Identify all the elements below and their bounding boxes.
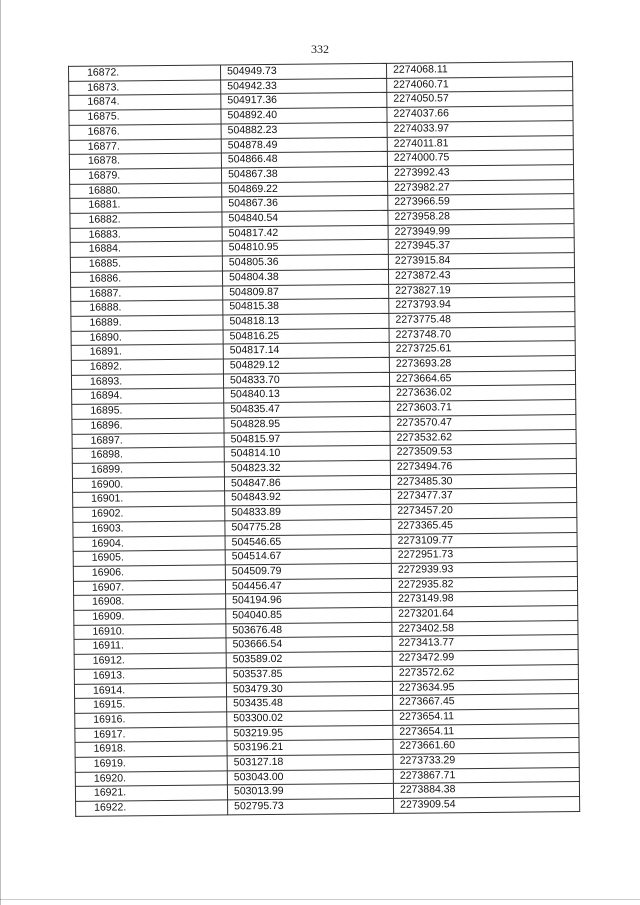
y-coordinate-cell: 2273572.62	[392, 664, 578, 680]
y-coordinate-cell: 2273775.48	[389, 312, 575, 328]
y-coordinate-cell: 2274068.11	[386, 62, 572, 78]
y-coordinate-cell: 2273966.59	[388, 194, 574, 210]
y-coordinate-cell: 2273664.65	[389, 370, 575, 386]
point-number-cell: 16887.	[71, 285, 223, 301]
point-number-cell: 16908.	[74, 594, 226, 610]
x-coordinate-cell: 504775.28	[225, 519, 391, 535]
x-coordinate-cell: 504194.96	[226, 593, 392, 609]
coordinates-table-body	[69, 62, 580, 817]
y-coordinate-cell: 2274000.75	[387, 150, 573, 166]
point-number-cell: 16909.	[74, 609, 226, 625]
point-number-cell: 16891.	[71, 344, 223, 360]
y-coordinate-cell: 2273793.94	[389, 297, 575, 313]
page-number: 332	[311, 42, 329, 56]
point-number-cell: 16906.	[73, 565, 225, 581]
point-number-cell: 16899.	[72, 462, 224, 478]
x-coordinate-cell: 504456.47	[225, 578, 391, 594]
x-coordinate-cell: 504942.33	[221, 78, 387, 94]
x-coordinate-cell: 504917.36	[221, 93, 387, 109]
y-coordinate-cell: 2272939.93	[391, 561, 577, 577]
point-number-cell: 16896.	[72, 418, 224, 434]
y-coordinate-cell: 2273915.84	[388, 253, 574, 269]
point-number-cell: 16910.	[74, 624, 226, 640]
x-coordinate-cell: 504882.23	[221, 122, 387, 138]
y-coordinate-cell: 2273532.62	[390, 429, 576, 445]
y-coordinate-cell: 2273725.61	[389, 341, 575, 357]
x-coordinate-cell: 502795.73	[228, 798, 394, 814]
y-coordinate-cell: 2273884.38	[393, 782, 579, 798]
y-coordinate-cell: 2273872.43	[388, 267, 574, 283]
x-coordinate-cell: 504867.36	[222, 196, 388, 212]
y-coordinate-cell: 2272935.82	[391, 576, 577, 592]
scan-bottom-edge	[0, 899, 640, 900]
y-coordinate-cell: 2273457.20	[391, 503, 577, 519]
y-coordinate-cell: 2273945.37	[388, 238, 574, 254]
y-coordinate-cell: 2274037.66	[387, 106, 573, 122]
point-number-cell: 16903.	[73, 521, 225, 537]
y-coordinate-cell: 2273827.19	[389, 282, 575, 298]
y-coordinate-cell: 2273748.70	[389, 326, 575, 342]
point-number-cell: 16918.	[75, 741, 227, 757]
x-coordinate-cell: 504835.47	[224, 402, 390, 418]
point-number-cell: 16904.	[73, 535, 225, 551]
y-coordinate-cell: 2274050.57	[387, 91, 573, 107]
point-number-cell: 16888.	[71, 300, 223, 316]
y-coordinate-cell: 2273365.45	[391, 517, 577, 533]
point-number-cell: 16893.	[71, 374, 223, 390]
x-coordinate-cell: 504823.32	[224, 460, 390, 476]
y-coordinate-cell: 2273149.98	[392, 591, 578, 607]
point-number-cell: 16881.	[70, 197, 222, 213]
x-coordinate-cell: 504878.49	[221, 137, 387, 153]
point-number-cell: 16886.	[70, 271, 222, 287]
point-number-cell: 16897.	[72, 433, 224, 449]
x-coordinate-cell: 504815.97	[224, 431, 390, 447]
x-coordinate-cell: 503537.85	[226, 666, 392, 682]
point-number-cell: 16919.	[75, 756, 227, 772]
x-coordinate-cell: 504514.67	[225, 549, 391, 565]
x-coordinate-cell: 503013.99	[227, 784, 393, 800]
y-coordinate-cell: 2272951.73	[391, 547, 577, 563]
x-coordinate-cell: 504833.70	[223, 372, 389, 388]
point-number-cell: 16877.	[69, 138, 221, 154]
y-coordinate-cell: 2273485.30	[390, 473, 576, 489]
y-coordinate-cell: 2273472.99	[392, 650, 578, 666]
point-number-cell: 16884.	[70, 241, 222, 257]
x-coordinate-cell: 504840.54	[222, 210, 388, 226]
y-coordinate-cell: 2273667.45	[393, 694, 579, 710]
x-coordinate-cell: 504829.12	[223, 357, 389, 373]
point-number-cell: 16876.	[69, 124, 221, 140]
x-coordinate-cell: 504840.13	[224, 387, 390, 403]
y-coordinate-cell: 2273982.27	[388, 179, 574, 195]
point-number-cell: 16907.	[73, 580, 225, 596]
point-number-cell: 16878.	[69, 153, 221, 169]
y-coordinate-cell: 2273477.37	[391, 488, 577, 504]
y-coordinate-cell: 2273992.43	[387, 164, 573, 180]
point-number-cell: 16901.	[73, 491, 225, 507]
point-number-cell: 16916.	[75, 712, 227, 728]
point-number-cell: 16875.	[69, 109, 221, 125]
x-coordinate-cell: 503666.54	[226, 637, 392, 653]
point-number-cell: 16894.	[72, 388, 224, 404]
y-coordinate-cell: 2273201.64	[392, 606, 578, 622]
x-coordinate-cell: 504809.87	[223, 284, 389, 300]
point-number-cell: 16873.	[69, 80, 221, 96]
point-number-cell: 16880.	[70, 183, 222, 199]
x-coordinate-cell: 504817.14	[223, 343, 389, 359]
x-coordinate-cell: 504805.36	[222, 254, 388, 270]
scan-left-edge	[0, 0, 1, 905]
y-coordinate-cell: 2273109.77	[391, 532, 577, 548]
y-coordinate-cell: 2273693.28	[389, 356, 575, 372]
x-coordinate-cell: 504040.85	[226, 607, 392, 623]
point-number-cell: 16872.	[69, 65, 221, 81]
x-coordinate-cell: 504866.48	[221, 152, 387, 168]
x-coordinate-cell: 504892.40	[221, 107, 387, 123]
point-number-cell: 16913.	[74, 668, 226, 684]
point-number-cell: 16889.	[71, 315, 223, 331]
x-coordinate-cell: 503479.30	[226, 681, 392, 697]
point-number-cell: 16921.	[75, 785, 227, 801]
y-coordinate-cell: 2273909.54	[394, 797, 580, 813]
x-coordinate-cell: 504818.13	[223, 313, 389, 329]
x-coordinate-cell: 504814.10	[224, 446, 390, 462]
point-number-cell: 16912.	[74, 653, 226, 669]
y-coordinate-cell: 2273654.11	[393, 708, 579, 724]
y-coordinate-cell: 2273570.47	[390, 414, 576, 430]
y-coordinate-cell: 2274033.97	[387, 120, 573, 136]
y-coordinate-cell: 2273661.60	[393, 738, 579, 754]
x-coordinate-cell: 503435.48	[227, 696, 393, 712]
point-number-cell: 16874.	[69, 94, 221, 110]
y-coordinate-cell: 2273867.71	[393, 767, 579, 783]
point-number-cell: 16883.	[70, 227, 222, 243]
y-coordinate-cell: 2274060.71	[387, 76, 573, 92]
point-number-cell: 16905.	[73, 550, 225, 566]
x-coordinate-cell: 504833.89	[225, 504, 391, 520]
point-number-cell: 16922.	[76, 800, 228, 816]
point-number-cell: 16885.	[70, 256, 222, 272]
point-number-cell: 16892.	[71, 359, 223, 375]
x-coordinate-cell: 503219.95	[227, 725, 393, 741]
x-coordinate-cell: 504804.38	[222, 269, 388, 285]
y-coordinate-cell: 2273733.29	[393, 753, 579, 769]
point-number-cell: 16900.	[72, 477, 224, 493]
y-coordinate-cell: 2274011.81	[387, 135, 573, 151]
x-coordinate-cell: 504815.38	[223, 299, 389, 315]
coordinates-table	[68, 61, 580, 817]
x-coordinate-cell: 504869.22	[222, 181, 388, 197]
y-coordinate-cell: 2273413.77	[392, 635, 578, 651]
x-coordinate-cell: 504847.86	[224, 475, 390, 491]
point-number-cell: 16920.	[75, 771, 227, 787]
point-number-cell: 16911.	[74, 638, 226, 654]
point-number-cell: 16882.	[70, 212, 222, 228]
x-coordinate-cell: 504509.79	[225, 563, 391, 579]
y-coordinate-cell: 2273402.58	[392, 620, 578, 636]
x-coordinate-cell: 504843.92	[225, 490, 391, 506]
x-coordinate-cell: 503300.02	[227, 710, 393, 726]
point-number-cell: 16898.	[72, 447, 224, 463]
x-coordinate-cell: 503043.00	[227, 769, 393, 785]
point-number-cell: 16895.	[72, 403, 224, 419]
y-coordinate-cell: 2273634.95	[392, 679, 578, 695]
point-number-cell: 16914.	[74, 682, 226, 698]
point-number-cell: 16915.	[75, 697, 227, 713]
x-coordinate-cell: 503196.21	[227, 740, 393, 756]
x-coordinate-cell: 504546.65	[225, 534, 391, 550]
point-number-cell: 16917.	[75, 727, 227, 743]
x-coordinate-cell: 504867.38	[221, 166, 387, 182]
coordinates-sheet	[60, 61, 587, 846]
y-coordinate-cell: 2273603.71	[390, 400, 576, 416]
y-coordinate-cell: 2273949.99	[388, 223, 574, 239]
y-coordinate-cell: 2273636.02	[390, 385, 576, 401]
x-coordinate-cell: 504949.73	[220, 63, 386, 79]
y-coordinate-cell: 2273509.53	[390, 444, 576, 460]
point-number-cell: 16890.	[71, 330, 223, 346]
x-coordinate-cell: 504816.25	[223, 328, 389, 344]
x-coordinate-cell: 504810.95	[222, 240, 388, 256]
x-coordinate-cell: 503589.02	[226, 651, 392, 667]
x-coordinate-cell: 503676.48	[226, 622, 392, 638]
y-coordinate-cell: 2273494.76	[390, 459, 576, 475]
point-number-cell: 16879.	[69, 168, 221, 184]
x-coordinate-cell: 504817.42	[222, 225, 388, 241]
y-coordinate-cell: 2273958.28	[388, 209, 574, 225]
point-number-cell: 16902.	[73, 506, 225, 522]
x-coordinate-cell: 503127.18	[227, 754, 393, 770]
y-coordinate-cell: 2273654.11	[393, 723, 579, 739]
x-coordinate-cell: 504828.95	[224, 416, 390, 432]
